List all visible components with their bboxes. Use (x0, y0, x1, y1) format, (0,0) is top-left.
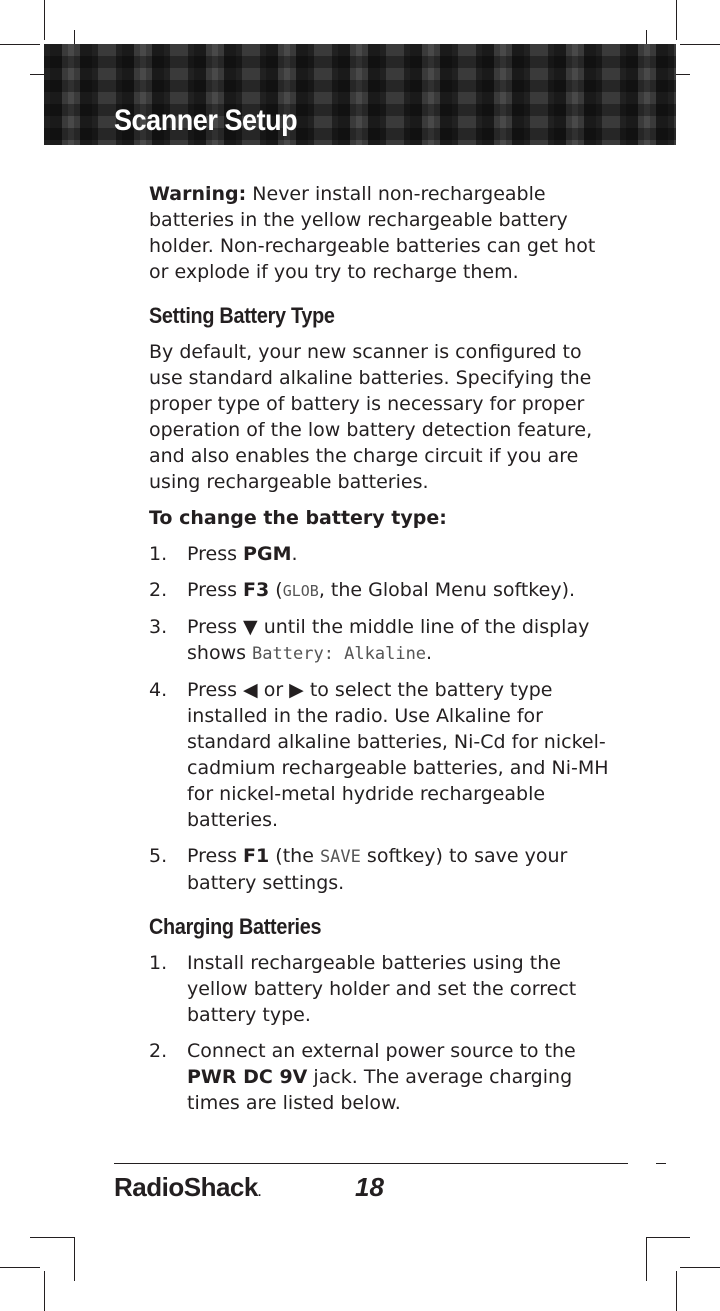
list-item (149, 677, 615, 833)
footer-rule-mark (656, 1163, 666, 1164)
step-text: . (426, 642, 433, 664)
step-text: Press (187, 579, 244, 601)
crop-mark (44, 1271, 45, 1311)
section-heading-battery-type: Setting Battery Type (149, 303, 335, 328)
footer-rule (114, 1163, 628, 1164)
crop-mark (30, 1237, 74, 1238)
crop-mark (74, 1237, 75, 1281)
main-content (149, 181, 615, 1126)
warning-label: Warning: (149, 183, 247, 205)
step-number: 5. (149, 845, 168, 867)
lcd-text: Battery: Alkaline (252, 644, 427, 664)
crop-mark (676, 0, 677, 40)
step-text: ( (269, 579, 283, 601)
step-text: Connect an external power source to the (187, 1040, 576, 1062)
crop-mark (44, 0, 45, 40)
section-intro: By default, your new scanner is configured to use standard alkaline batteries. Specifying the proper type of battery is necessary for proper operation of the low battery detection feature, and also enables the charge circuit if you are using rechargeable batteries. (149, 341, 593, 493)
step-text: , the Global Menu softkey). (318, 579, 576, 601)
list-item (149, 614, 615, 667)
step-text: Press (187, 845, 244, 867)
step-text: softkey) to save your battery settings. (187, 845, 568, 894)
crop-mark (0, 1267, 40, 1268)
page-number: 18 (355, 1172, 384, 1202)
step-number: 1. (149, 952, 168, 974)
step-number: 1. (149, 543, 168, 565)
key-name: PWR DC 9V (187, 1066, 308, 1088)
list-item (149, 541, 615, 567)
step-text: jack. The average charging times are listed below. (187, 1066, 573, 1114)
crop-mark (646, 1237, 690, 1238)
list-item (149, 577, 615, 604)
header-banner (44, 44, 676, 145)
radioshack-logo (114, 1172, 261, 1203)
step-text: . (291, 543, 298, 565)
warning-text: Never install non-rechargeable batteries in the yellow rechargeable battery holder. Non-rechargeable batteries can get hot or explode if you try to recharge them. (149, 183, 596, 283)
step-text: Install rechargeable batteries using the yellow battery holder and set the correct battery type. (187, 952, 577, 1026)
list-item (149, 843, 615, 896)
step-number: 3. (149, 616, 168, 638)
step-text: Press ▼ until the middle line of the display shows (187, 616, 590, 664)
section-heading-charging: Charging Batteries (149, 914, 322, 939)
crop-mark (646, 1237, 647, 1281)
page-title: Scanner Setup (114, 104, 298, 137)
step-text: Press ◀ or ▶ to select the battery type installed in the radio. Use Alkaline for standard alkaline batteries, Ni-Cd for nickel-cadmium rechargeable batteries, and Ni-MH for nickel-metal hydride rechargeable batteries. (187, 679, 609, 831)
crop-mark (0, 44, 40, 45)
warning-note (149, 181, 615, 285)
step-number: 2. (149, 579, 168, 601)
procedure-label: To change the battery type: (149, 507, 447, 529)
lcd-text: GLOB (282, 582, 319, 600)
step-number: 2. (149, 1040, 168, 1062)
logo-mark: . (257, 1185, 261, 1199)
crop-mark (680, 44, 720, 45)
battery-type-steps (149, 541, 615, 896)
list-item (149, 950, 615, 1028)
step-text: (the (269, 845, 320, 867)
crop-mark (676, 1271, 677, 1311)
step-text: Press (187, 543, 244, 565)
lcd-text: SAVE (319, 847, 361, 867)
key-name: PGM (243, 543, 292, 565)
step-number: 4. (149, 679, 168, 701)
logo-text: RadioShack (114, 1172, 258, 1202)
charging-steps (149, 950, 615, 1116)
key-name: F1 (243, 845, 270, 867)
crop-mark (680, 1267, 720, 1268)
list-item (149, 1038, 615, 1116)
key-name: F3 (243, 579, 270, 601)
